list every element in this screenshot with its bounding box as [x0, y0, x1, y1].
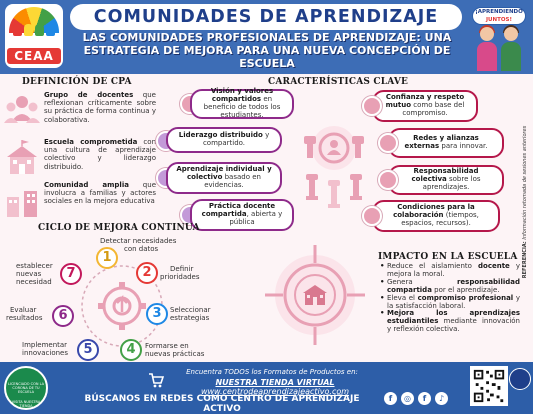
- step-number: 6: [52, 305, 74, 327]
- step-label: Definir prioridades: [160, 265, 200, 281]
- step-label: establecer nuevas necesidad: [16, 262, 53, 286]
- list-item: • Eleva el compromiso profesional y la satisfacción laboral.: [380, 295, 520, 311]
- page-title: COMUNIDADES DE APRENDIZAJE: [70, 4, 462, 30]
- side-reference: REFERENCIA: Información retomada de sesiones anteriores: [522, 125, 528, 279]
- caracteristica-pill: Confianza y respeto mutuo como base del compromiso.: [372, 90, 478, 122]
- caracteristica-pill: Aprendizaje individual y colectivo basado en evidencias.: [166, 162, 282, 194]
- caracteristica-pill: Redes y alianzas externas para innovar.: [388, 128, 504, 158]
- characters-illustration: [470, 3, 530, 71]
- footer-social-text: BÚSCANOS EN REDES COMO CENTRO DE APRENDIZAJE ACTIVO: [84, 394, 360, 414]
- caracteristica-pill: Liderazgo distribuido y compartido.: [166, 127, 282, 153]
- definicion-item: Escuela comprometida con una cultura de aprendizaje colectivo y liderazgo distribuido.: [4, 138, 154, 182]
- list-item: • Genera responsabilidad compartida por el aprendizaje.: [380, 279, 520, 295]
- list-item: • Mejora los aprendizajes estudiantiles mediante innovación y reflexión colectiva.: [380, 310, 520, 334]
- facebook-icon[interactable]: f: [384, 392, 397, 405]
- definicion-title: DEFINICIÓN DE CPA: [22, 77, 132, 87]
- ciclo-title: CICLO DE MEJORA CONTINUA: [38, 223, 200, 233]
- pill-bullet: [378, 170, 398, 190]
- definicion-item: Comunidad amplia que involucra a familias y actores sociales en la mejora educativa: [4, 181, 154, 225]
- step-label: Evaluar resultados: [6, 306, 43, 322]
- caracteristica-pill: Condiciones para la colaboración (tiempos, espacios, recursos).: [372, 200, 500, 232]
- step-number: 4: [120, 339, 142, 361]
- school-icon: [4, 140, 40, 178]
- step-number: 7: [60, 263, 82, 285]
- woman-character-icon: [476, 25, 498, 71]
- impacto-title: IMPACTO EN LA ESCUELA: [378, 252, 518, 262]
- pill-bullet: [378, 133, 398, 153]
- group-icon: [4, 93, 40, 131]
- store-logo: LICENCIADO CON LA CORONA DE TU ESCUELA VISITA NUESTRA TIENDA: [4, 366, 48, 410]
- caracteristica-pill: Visión y valores compartidos en beneficio de todos los estudiantes.: [190, 89, 294, 119]
- pill-bullet: [362, 96, 382, 116]
- step-label: Implementar innovaciones: [22, 341, 68, 357]
- logo-text: CEAA: [7, 48, 61, 64]
- community-icon: [4, 183, 40, 221]
- caracteristica-pill: Responsabilidad colectiva sobre los aprendizajes.: [388, 165, 504, 195]
- definicion-item: Grupo de docentes que reflexionan críticamente sobre su práctica de forma continua y colaborativa.: [4, 91, 154, 135]
- impacto-list: [380, 263, 520, 334]
- footer-text: Encuentra TODOS los Formatos de Productos en:: [186, 368, 358, 376]
- store-stamp-icon: [509, 368, 531, 390]
- page-subtitle: LAS COMUNIDADES PROFESIONALES DE APRENDIZAJE: UNA ESTRATEGIA DE MEJORA PARA UNA NUEVA CONCEPCIÓN DE ESCUELA: [82, 31, 452, 70]
- target-school-icon: [263, 243, 367, 347]
- step-number: 2: [136, 262, 158, 284]
- caracteristica-pill: Práctica docente compartida, abierta y pública: [190, 199, 294, 231]
- qr-code-icon[interactable]: [470, 366, 508, 406]
- people-icon: [13, 24, 55, 38]
- aprendiendo-juntos-badge: ¡APRENDIENDO JUNTOS!: [472, 7, 526, 25]
- step-number: 5: [77, 339, 99, 361]
- step-label: Seleccionar estrategias: [170, 306, 211, 322]
- tiktok-icon[interactable]: ♪: [435, 392, 448, 405]
- instagram-icon[interactable]: ◎: [401, 392, 414, 405]
- step-label: Detectar necesidades con datos: [100, 237, 177, 253]
- man-character-icon: [500, 25, 522, 71]
- step-number: 3: [146, 303, 168, 325]
- caracteristicas-title: CARACTERÍSTICAS CLAVE: [268, 77, 409, 87]
- step-label: Formarse en nuevas prácticas: [145, 342, 205, 358]
- step-number: 1: [96, 247, 118, 269]
- ceaa-logo: [5, 4, 63, 68]
- store-link[interactable]: NUESTRA TIENDA VIRTUAL www.centrodeaprendizajeactivo.com: [200, 378, 350, 396]
- pill-bullet: [362, 206, 382, 226]
- facebook-icon[interactable]: f: [418, 392, 431, 405]
- list-item: • Reduce el aislamiento docente y mejora la moral.: [380, 263, 520, 279]
